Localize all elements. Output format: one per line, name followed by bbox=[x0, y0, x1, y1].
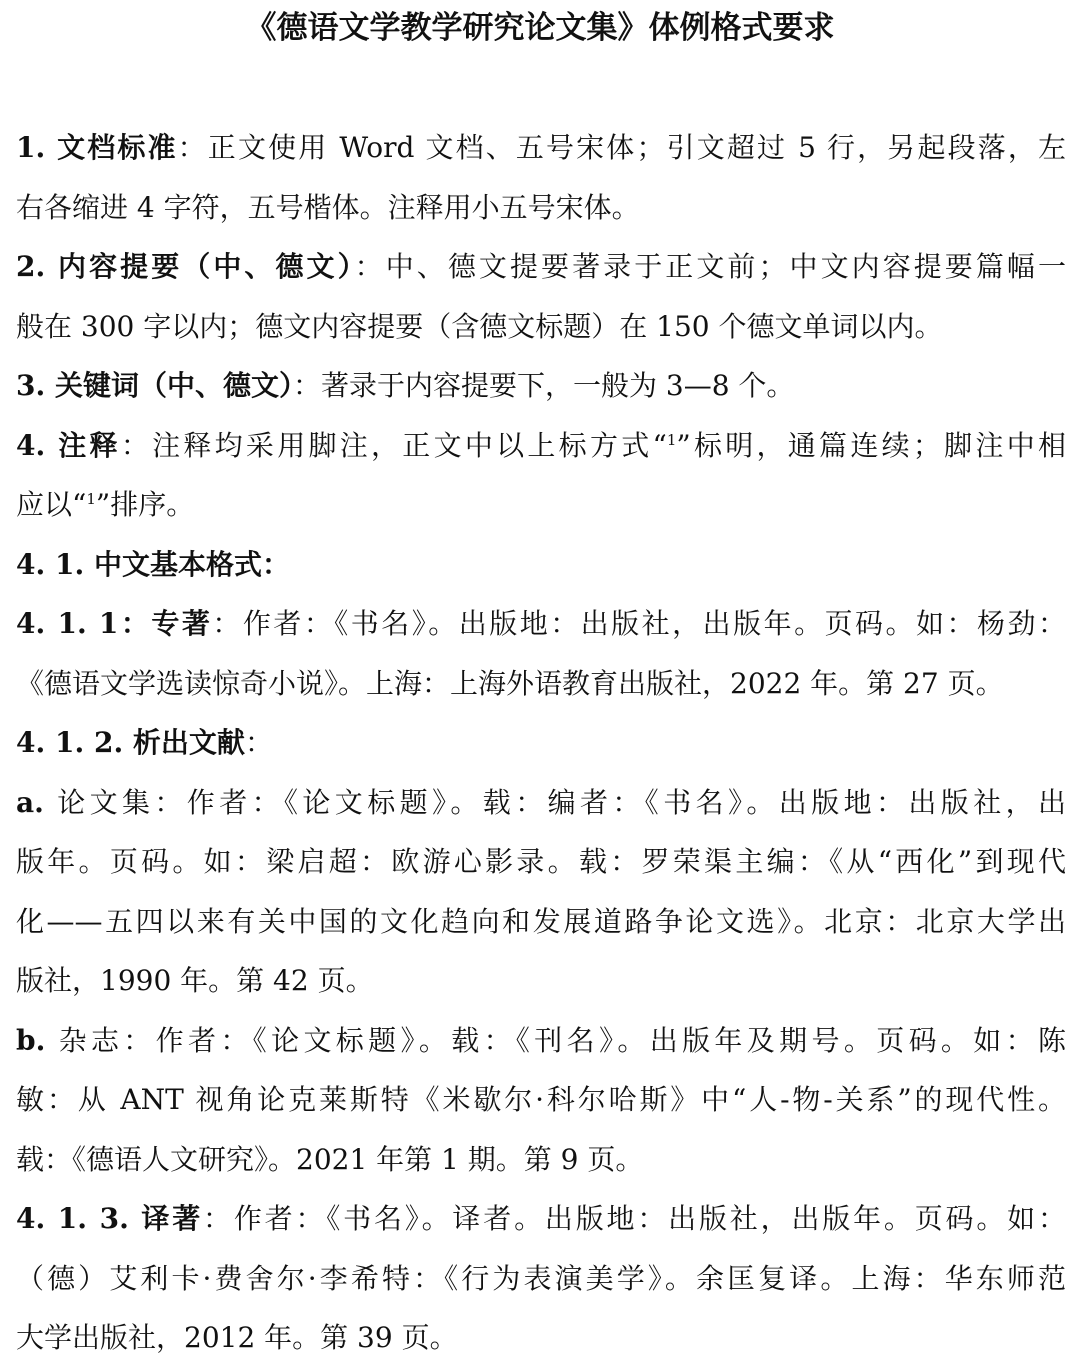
superscript-marker: 1 bbox=[666, 430, 677, 449]
section-a-collected-papers bbox=[16, 773, 1066, 1011]
section-3-keywords bbox=[16, 356, 1066, 416]
paragraph-text: ”标明，通篇连续；脚注中相 bbox=[676, 428, 1066, 462]
paragraph-line bbox=[16, 416, 1066, 476]
section-4-1-chinese-format bbox=[16, 535, 1066, 595]
section-label: a. bbox=[16, 785, 44, 819]
paragraph-line bbox=[16, 475, 1066, 535]
paragraph-line bbox=[16, 356, 1066, 416]
paragraph-line: 般在 300 字以内；德文内容提要（含德文标题）在 150 个德文单词以内。 bbox=[16, 309, 943, 343]
section-label: 4. 1. 2. 析出文献 bbox=[16, 726, 245, 759]
paragraph-text: 杂志：作者：《论文标题》。载：《刊名》。出版年及期号。页码。如：陈 bbox=[45, 1023, 1066, 1057]
section-label: 3. 关键词（中、德文） bbox=[16, 369, 293, 402]
paragraph-text: 应以“ bbox=[16, 488, 87, 521]
paragraph-line bbox=[16, 594, 1066, 654]
paragraph-line: 大学出版社，2012 年。第 39 页。 bbox=[16, 1321, 458, 1354]
section-4-1-1-monograph bbox=[16, 594, 1066, 713]
section-label: 4. 注释 bbox=[16, 428, 121, 462]
section-label: 4. 1. 3. 译著 bbox=[16, 1202, 204, 1235]
paragraph-line: 化——五四以来有关中国的文化趋向和发展道路争论文选》。北京：北京大学出 bbox=[16, 904, 1066, 938]
paragraph-line: 右各缩进 4 字符，五号楷体。注释用小五号宋体。 bbox=[16, 190, 640, 224]
section-label: 4. 1. 中文基本格式： bbox=[16, 547, 290, 581]
paragraph-line: 《德语文学选读惊奇小说》。上海：上海外语教育出版社，2022 年。第 27 页。 bbox=[16, 666, 1004, 700]
paragraph-text: ：著录于内容提要下，一般为 3—8 个。 bbox=[292, 369, 795, 402]
section-label: b. bbox=[16, 1023, 46, 1057]
paragraph-text: ： bbox=[244, 726, 273, 759]
paragraph-text: ”排序。 bbox=[95, 488, 195, 521]
paragraph-line bbox=[16, 713, 1066, 773]
section-4-1-2-extracted-literature bbox=[16, 713, 1066, 773]
superscript-marker: 1 bbox=[86, 490, 96, 508]
paragraph-line bbox=[16, 1011, 1066, 1071]
paragraph-text: ：正文使用 Word 文档、五号宋体；引文超过 5 行，另起段落，左 bbox=[177, 131, 1066, 164]
paragraph-text: 论文集：作者：《论文标题》。载：编者：《书名》。出版地：出版社，出 bbox=[43, 785, 1066, 819]
section-b-journal bbox=[16, 1011, 1066, 1190]
paragraph-line: 载：《德语人文研究》。2021 年第 1 期。第 9 页。 bbox=[16, 1142, 644, 1176]
paragraph-line: 版社，1990 年。第 42 页。 bbox=[16, 964, 374, 997]
paragraph-line: 版年。页码。如：梁启超：欧游心影录。载：罗荣渠主编：《从“西化”到现代 bbox=[16, 845, 1066, 878]
paragraph-text: ：中、德文提要著录于正文前；中文内容提要篇幅一 bbox=[354, 250, 1066, 283]
paragraph-text: ：作者：《书名》。出版地：出版社，出版年。页码。如：杨劲： bbox=[212, 607, 1066, 640]
paragraph-line bbox=[16, 535, 1066, 595]
section-4-1-3-translation bbox=[16, 1189, 1066, 1368]
paragraph-line bbox=[16, 1189, 1066, 1249]
paragraph-line bbox=[16, 773, 1066, 833]
section-4-notes bbox=[16, 416, 1066, 535]
paragraph-line bbox=[16, 237, 1066, 297]
paragraph-line: 敏：从 ANT 视角论克莱斯特《米歇尔·科尔哈斯》中“人-物-关系”的现代性。 bbox=[16, 1083, 1066, 1116]
document-body bbox=[16, 118, 1066, 1368]
paragraph-line: （德）艾利卡·费舍尔·李希特：《行为表演美学》。余匡复译。上海：华东师范 bbox=[16, 1261, 1066, 1295]
section-label: 4. 1. 1：专著 bbox=[16, 607, 213, 640]
paragraph-text: ：作者：《书名》。译者。出版地：出版社，出版年。页码。如： bbox=[203, 1202, 1066, 1235]
paragraph-line bbox=[16, 118, 1066, 178]
page-title: 《德语文学教学研究论文集》体例格式要求 bbox=[245, 10, 835, 46]
section-label: 1. 文档标准 bbox=[16, 131, 178, 164]
section-1-document-standard bbox=[16, 118, 1066, 237]
section-label: 2. 内容提要（中、德文） bbox=[16, 250, 355, 283]
section-2-abstract bbox=[16, 237, 1066, 356]
paragraph-text: ：注释均采用脚注，正文中以上标方式“ bbox=[120, 428, 667, 462]
